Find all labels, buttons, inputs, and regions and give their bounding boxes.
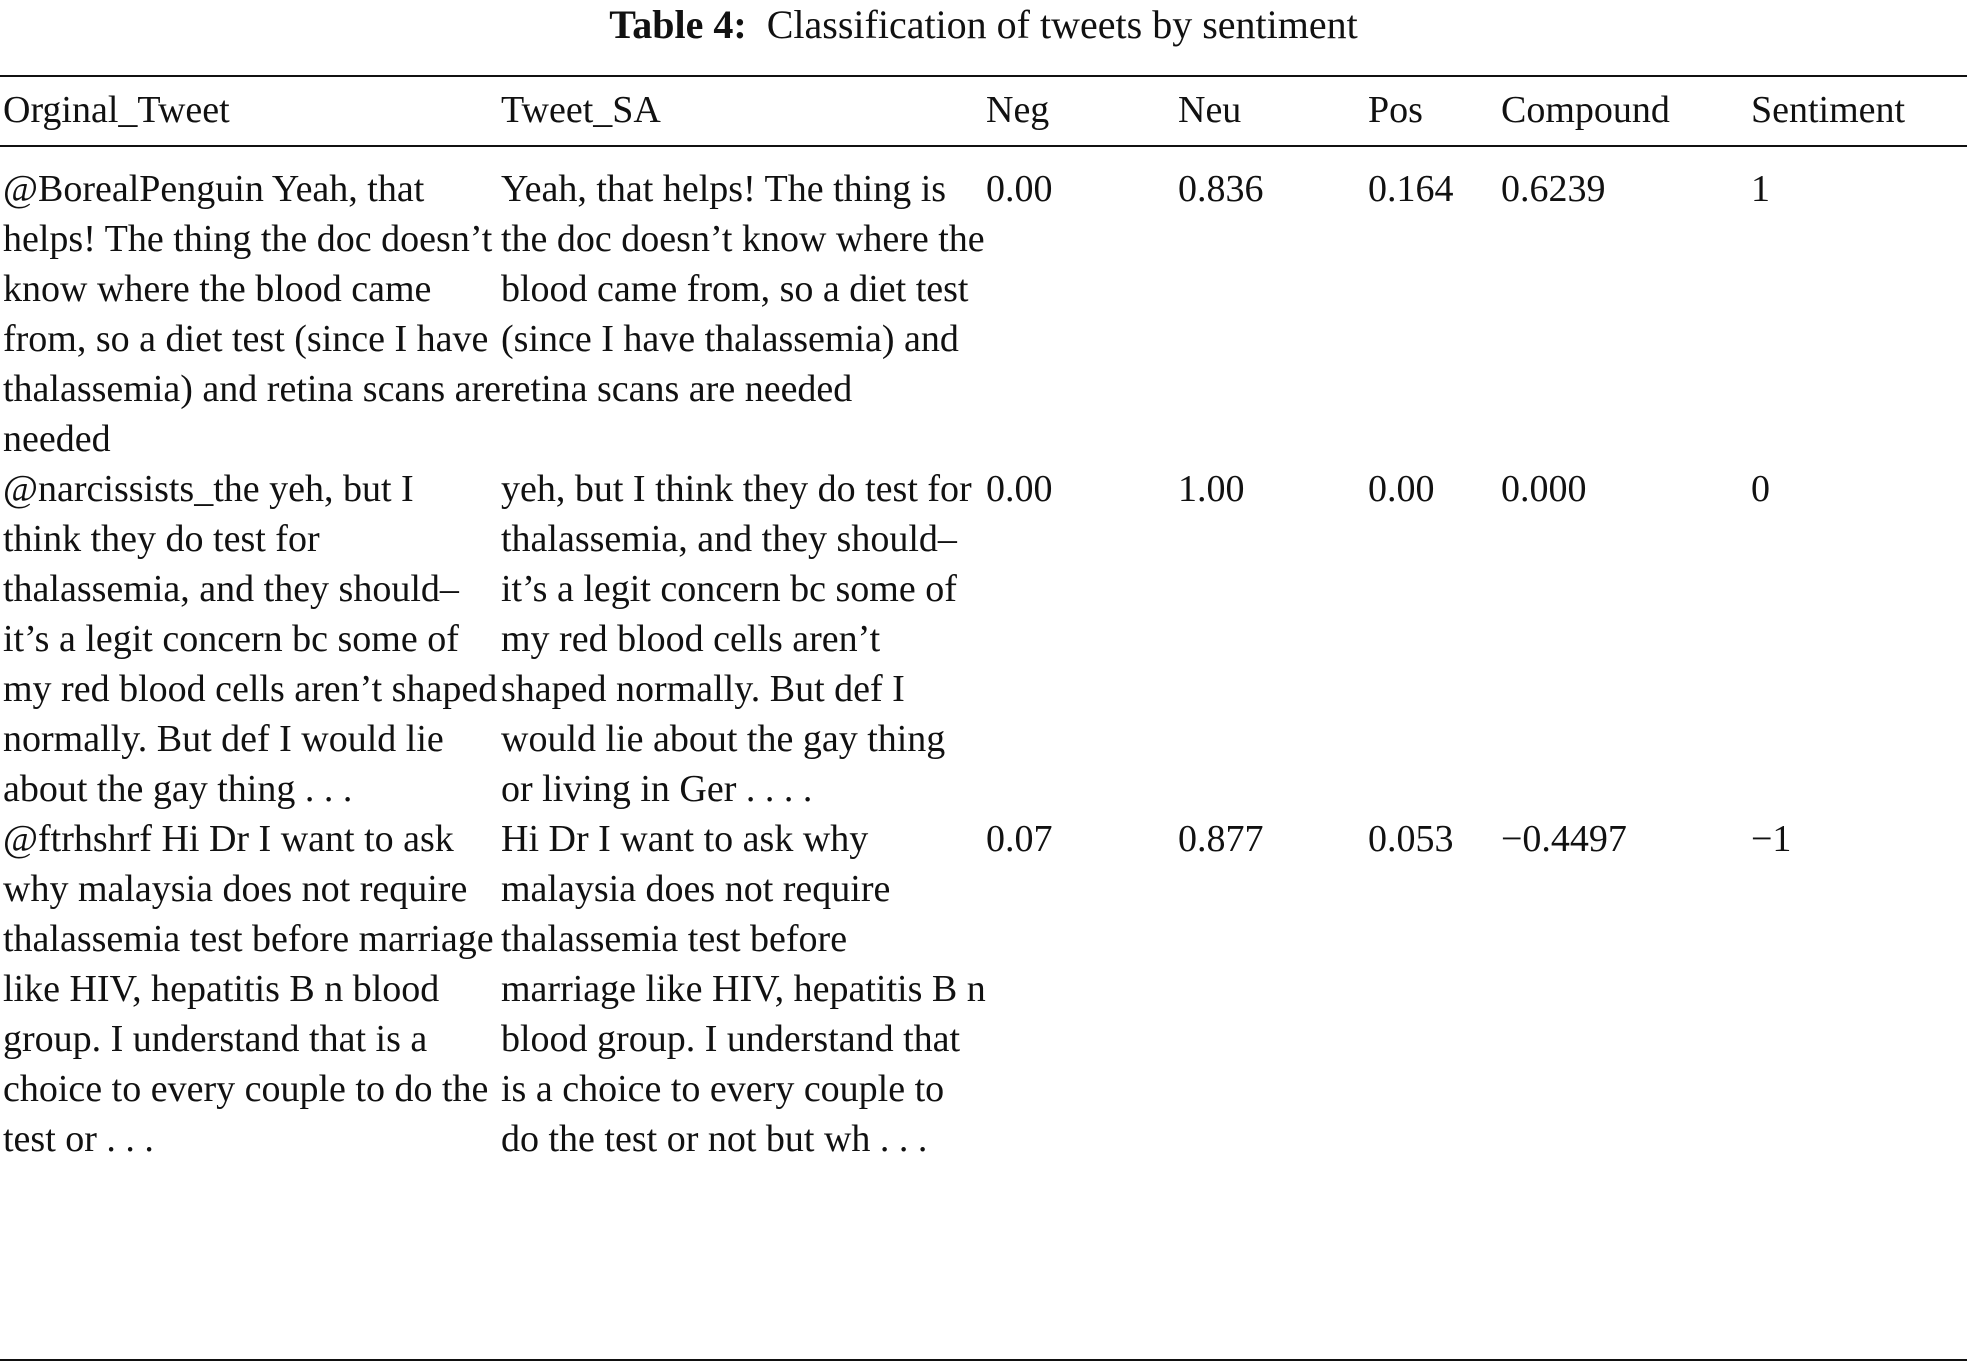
cell-sentiment: 1	[1751, 168, 1770, 210]
cell-neg: 0.00	[986, 168, 1053, 210]
table-row	[3, 147, 1961, 464]
cell-neg: 0.07	[986, 818, 1053, 860]
cell-compound: 0.6239	[1501, 168, 1606, 210]
table-row	[3, 814, 1961, 1164]
cell-tweet-sa: yeh, but I think they do test for thalassemia, and they should–it’s a legit concern bc some of my red blood cells aren’t shaped normally. But def I would lie about the gay thing or living in Ger . . . .	[501, 468, 972, 810]
cell-neu: 1.00	[1178, 468, 1245, 510]
column-header-sentiment: Sentiment	[1751, 89, 1906, 131]
table-caption	[0, 0, 1967, 52]
table-bottom-rule	[0, 1359, 1967, 1361]
cell-original-tweet: @BorealPenguin Yeah, that helps! The thing the doc doesn’t know where the blood came from, so a diet test (since I have thalassemia) and retina scans are needed	[3, 168, 501, 460]
table-row	[3, 464, 1961, 814]
cell-sentiment: 0	[1751, 468, 1770, 510]
column-header-neu: Neu	[1178, 89, 1242, 131]
cell-neu: 0.836	[1178, 168, 1264, 210]
table-header-row	[3, 80, 1961, 147]
cell-neg: 0.00	[986, 468, 1053, 510]
column-header-tweet-sa: Tweet_SA	[501, 89, 661, 131]
cell-pos: 0.053	[1368, 818, 1454, 860]
cell-tweet-sa: Hi Dr I want to ask why malaysia does not require thalassemia test before marriage like HIV, hepatitis B n blood group. I understand that is a choice to every couple to do the test or not but wh . . .	[501, 818, 986, 1160]
cell-original-tweet: @ftrhshrf Hi Dr I want to ask why malaysia does not require thalassemia test before marriage like HIV, hepatitis B n blood group. I understand that is a choice to every couple to do the test or . . .	[3, 818, 494, 1160]
cell-compound: −0.4497	[1501, 818, 1627, 860]
column-header-neg: Neg	[986, 89, 1050, 131]
column-header-compound: Compound	[1501, 89, 1670, 131]
table-caption-title: Classification of tweets by sentiment	[766, 2, 1358, 47]
cell-sentiment: −1	[1751, 818, 1792, 860]
cell-original-tweet: @narcissists_the yeh, but I think they do test for thalassemia, and they should–it’s a legit concern bc some of my red blood cells aren’t shaped normally. But def I would lie about the gay thing . . .	[3, 468, 498, 810]
column-header-original-tweet: Orginal_Tweet	[3, 89, 230, 131]
cell-pos: 0.00	[1368, 468, 1435, 510]
cell-neu: 0.877	[1178, 818, 1264, 860]
column-header-pos: Pos	[1368, 89, 1423, 131]
table-top-rule	[0, 75, 1967, 77]
cell-compound: 0.000	[1501, 468, 1587, 510]
cell-tweet-sa: Yeah, that helps! The thing is the doc doesn’t know where the blood came from, so a diet test (since I have thalassemia) and retina scans are needed	[501, 168, 985, 410]
table-caption-label: Table 4:	[609, 2, 747, 47]
cell-pos: 0.164	[1368, 168, 1454, 210]
sentiment-table	[3, 80, 1961, 1164]
